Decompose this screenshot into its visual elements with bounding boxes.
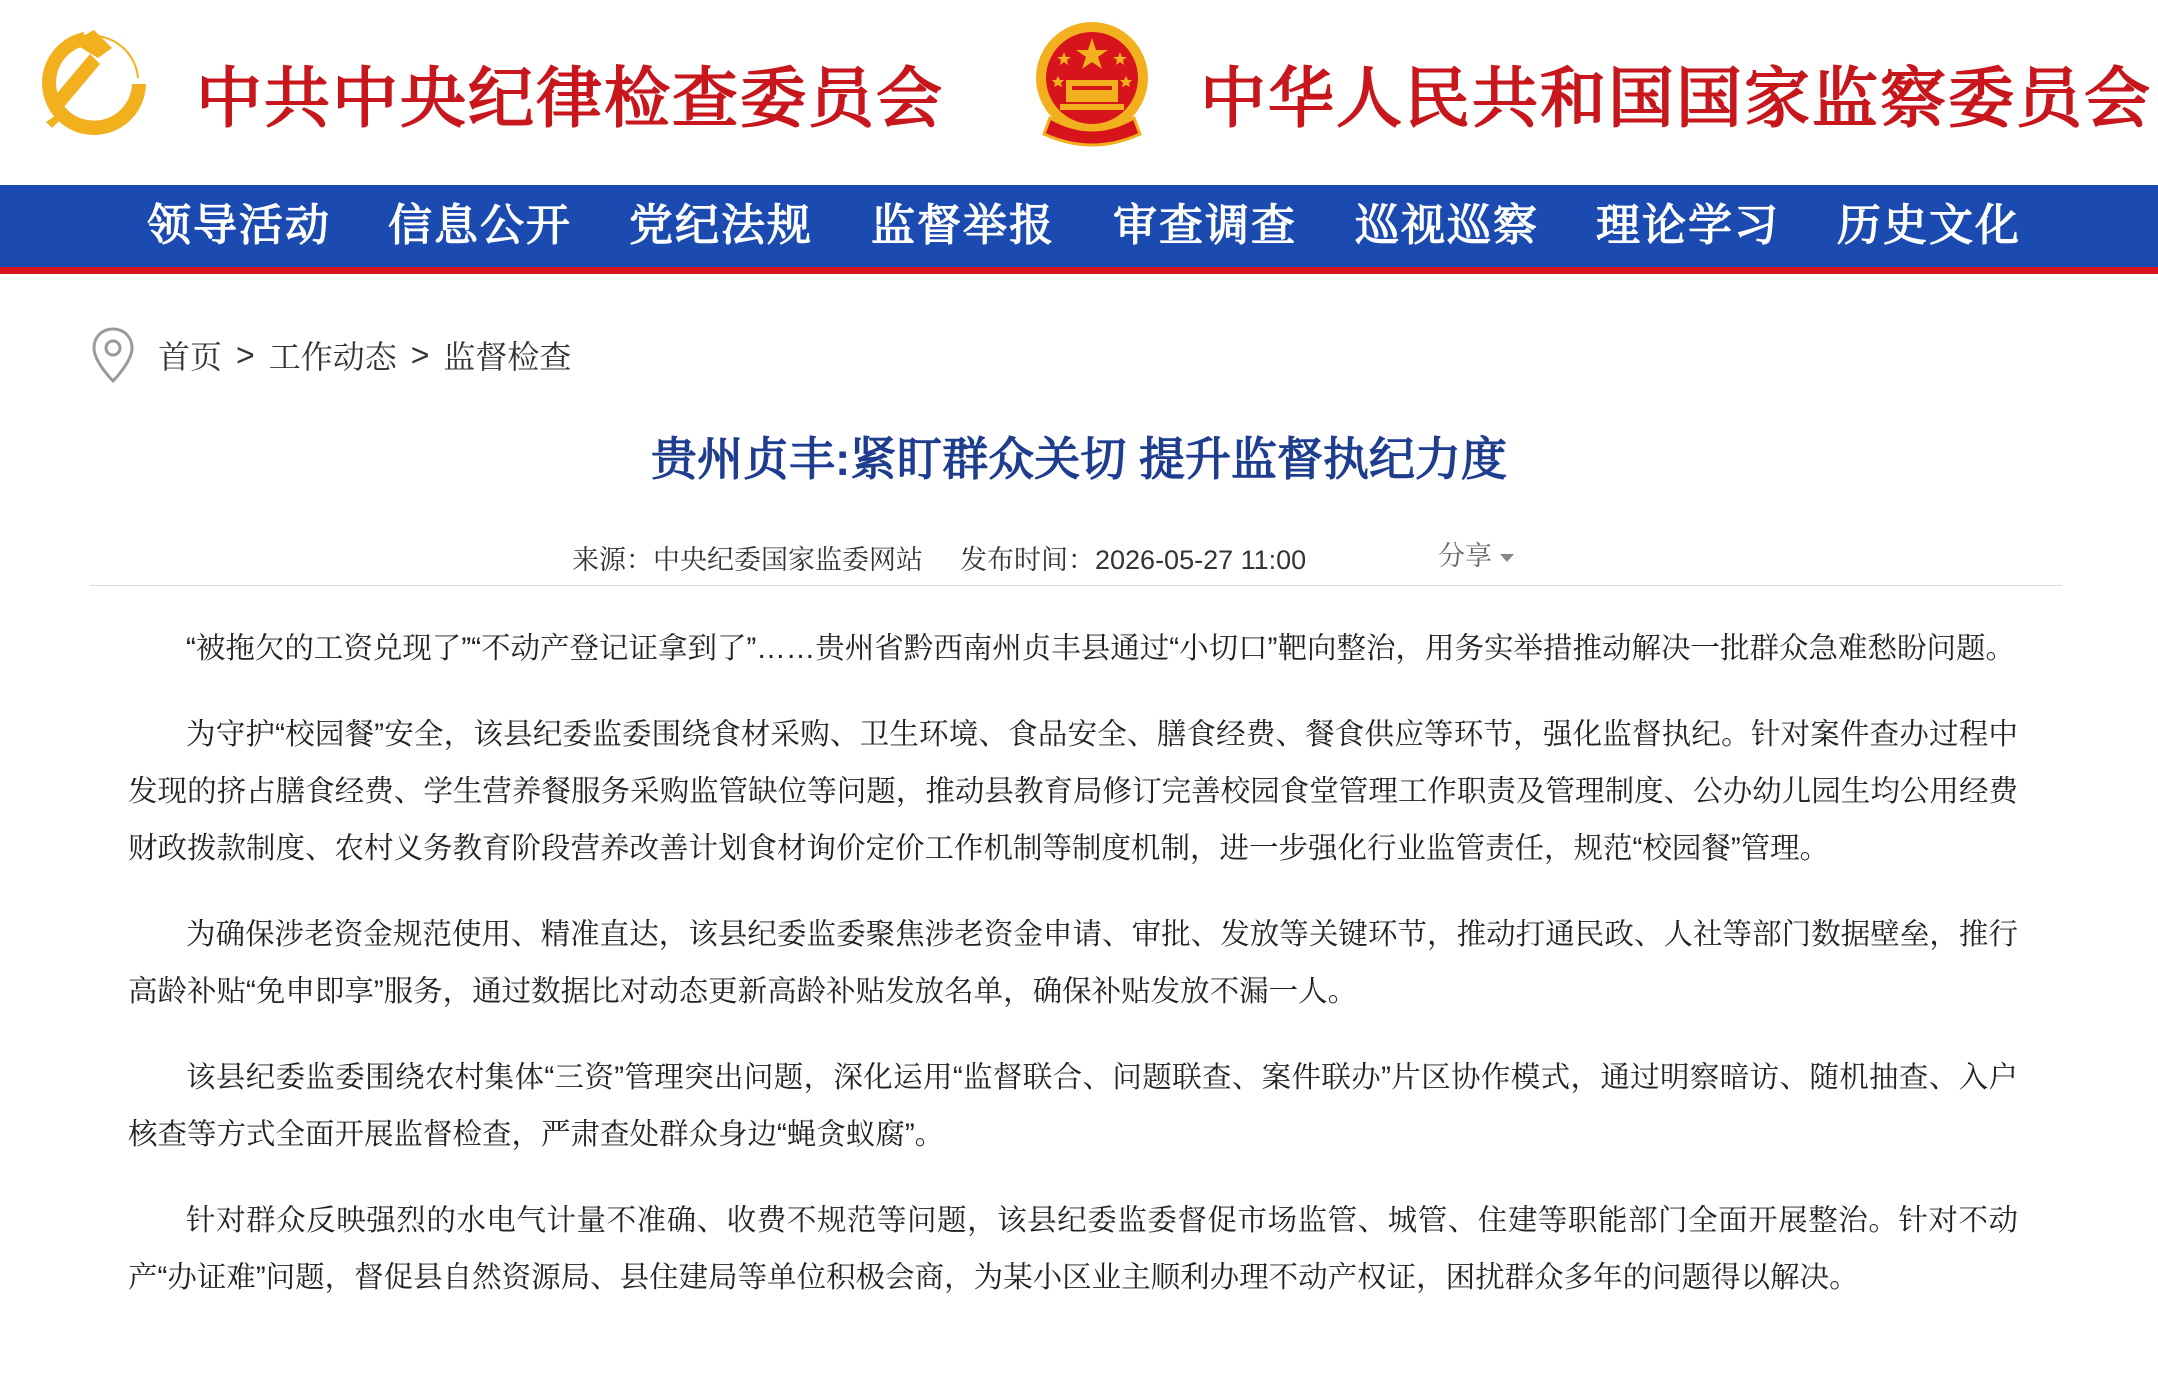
meta-divider — [90, 585, 2062, 586]
breadcrumb-separator: > — [410, 336, 430, 373]
breadcrumb-home-link[interactable]: 首页 — [158, 339, 223, 375]
nav-item-party-regulations[interactable]: 党纪法规 — [629, 200, 813, 251]
nav-item-review-investigation[interactable]: 审查调查 — [1113, 200, 1297, 251]
article-meta — [0, 530, 2158, 578]
breadcrumb-separator: > — [236, 336, 255, 373]
nav-item-theory-study[interactable]: 理论学习 — [1596, 200, 1780, 251]
article-paragraph: 该县纪委监委围绕农村集体“三资”管理突出问题，深化运用“监督联合、问题联查、案件联办”片区协作模式，通过明察暗访、随机抽查、入户核查等方式全面开展监督检查，严肃查处群众身边“蝇贪蚁腐”。 — [128, 1061, 2018, 1151]
article-publish-time: 发布时间：2026-05-27 11:00 — [960, 545, 1307, 575]
article-paragraph: 针对群众反映强烈的水电气计量不准确、收费不规范等问题，该县纪委监委督促市场监管、城管、住建等职能部门全面开展整治。针对不动产“办证难”问题，督促县自然资源局、县住建局等单位积极会商，为某小区业主顺利办理不动产权证，困扰群众多年的问题得以解决。 — [128, 1204, 2018, 1294]
nav-item-inspection-tours[interactable]: 巡视巡察 — [1355, 200, 1539, 251]
national-supervision-commission-name[interactable]: 中华人民共和国国家监察委员会 — [1200, 59, 2152, 137]
hammer-sickle-icon[interactable] — [28, 18, 156, 146]
cpc-discipline-commission-name[interactable]: 中共中央纪律检查委员会 — [196, 59, 944, 137]
share-label: 分享 — [1438, 541, 1492, 571]
breadcrumb-supervision-inspection-link[interactable]: 监督检查 — [443, 339, 572, 375]
article-paragraph: 为确保涉老资金规范使用、精准直达，该县纪委监委聚焦涉老资金申请、审批、发放等关键环节，推动打通民政、人社等部门数据壁垒，推行高龄补贴“免申即享”服务，通过数据比对动态更新高龄补贴发放名单，确保补贴发放不漏一人。 — [128, 918, 2018, 1008]
article-paragraph: 为守护“校园餐”安全，该县纪委监委围绕食材采购、卫生环境、食品安全、膳食经费、餐食供应等环节，强化监督执纪。针对案件查办过程中发现的挤占膳食经费、学生营养餐服务采购监管缺位等问题，推动县教育局修订完善校园食堂管理工作职责及管理制度、公办幼儿园生均公用经费财政拨款制度、农村义务教育阶段营养改善计划食材询价定价工作机制等制度机制，进一步强化行业监管责任，规范“校园餐”管理。 — [128, 718, 2018, 865]
chevron-down-icon — [1500, 554, 1514, 562]
national-emblem-icon[interactable] — [1030, 18, 1154, 156]
article-source: 来源：中央纪委国家监委网站 — [572, 545, 923, 575]
location-pin-icon — [90, 326, 136, 384]
breadcrumb — [90, 325, 571, 385]
article-title: 贵州贞丰:紧盯群众关切 提升监督执纪力度 — [650, 433, 1508, 485]
main-nav — [0, 185, 2158, 274]
breadcrumb-work-news-link[interactable]: 工作动态 — [268, 339, 397, 375]
article-paragraph: “被拖欠的工资兑现了”“不动产登记证拿到了”……贵州省黔西南州贞丰县通过“小切口”靶向整治，用务实举措推动解决一批群众急难愁盼问题。 — [186, 632, 2015, 665]
article-body — [128, 620, 2018, 1335]
nav-item-supervision-reporting[interactable]: 监督举报 — [871, 200, 1055, 251]
share-button[interactable] — [1438, 534, 1514, 573]
site-header — [0, 0, 2158, 185]
nav-item-information-disclosure[interactable]: 信息公开 — [388, 200, 572, 251]
nav-item-leadership-activities[interactable]: 领导活动 — [147, 200, 331, 251]
nav-item-history-culture[interactable]: 历史文化 — [1837, 200, 2021, 251]
